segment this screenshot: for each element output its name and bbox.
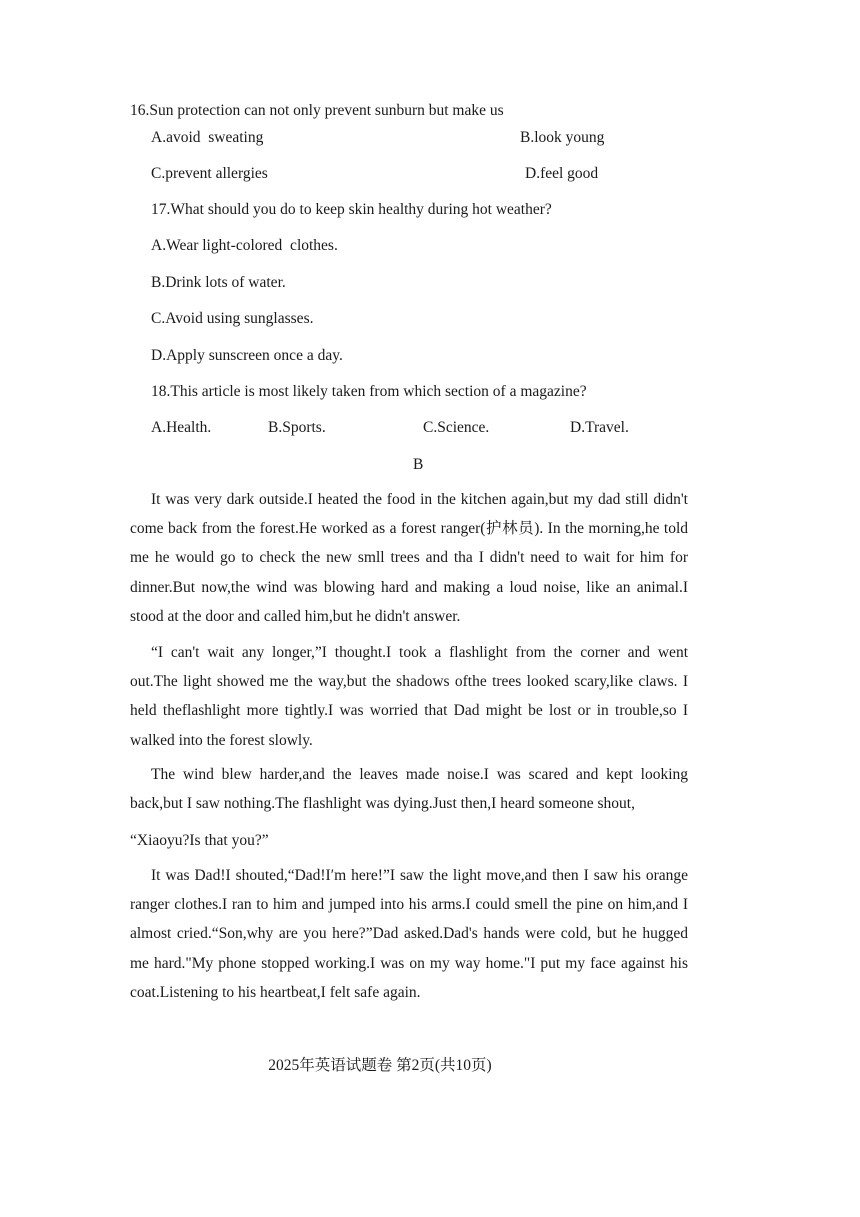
question-16-option-c: C.prevent allergies (151, 165, 268, 182)
passage-paragraph-5 (130, 861, 688, 1007)
paragraph-1-text: It was very dark outside.I heated the food in the kitchen again,but my dad still didn't come back from the forest.He worked as a forest ranger(护林员). In the morning,he told me he would go to check the new smll trees and tha I didn't need to wait for him for dinner.But now,the wind was blowing hard and making a loud noise, like an animal.I stood at the door and called him,but he didn't answer. (130, 491, 688, 625)
question-17-option-d: D.Apply sunscreen once a day. (151, 347, 343, 364)
paragraph-5-text: It was Dad!I shouted,“Dad!I′m here!”I saw the light move,and then I saw his orange ranger clothes.I ran to him and jumped into his arms.I could smell the pine on him,and I almost cried.“Son,why are you here?”Dad asked.Dad's hands were cold, but he hugged me hard."My phone stopped working.I was on my way home."I put my face against his coat.Listening to his heartbeat,I felt safe again. (130, 867, 688, 1001)
paragraph-3-text: The wind blew harder,and the leaves made noise.I was scared and kept looking back,but I saw nothing.The flashlight was dying.Just then,I heard someone shout, (130, 766, 688, 813)
question-18-option-a: A.Health. (151, 419, 212, 436)
question-17-option-b: B.Drink lots of water. (151, 274, 286, 291)
question-16-stem: 16.Sun protection can not only prevent sunburn but make us (130, 102, 504, 119)
question-17-option-c: C.Avoid using sunglasses. (151, 310, 314, 327)
passage-paragraph-1 (130, 485, 688, 631)
passage-paragraph-2 (130, 638, 688, 755)
question-17-option-a: A.Wear light-colored clothes. (151, 237, 338, 254)
question-16-option-b: B.look young (520, 129, 605, 146)
question-16-option-a: A.avoid sweating (151, 129, 264, 146)
question-18-option-d: D.Travel. (570, 419, 629, 436)
passage-paragraph-4: “Xiaoyu?Is that you?” (130, 832, 269, 849)
page-footer: 2025年英语试题卷 第2页(共10页) (268, 1057, 492, 1074)
question-18-option-c: C.Science. (423, 419, 490, 436)
passage-paragraph-3 (130, 760, 688, 818)
question-16-option-d: D.feel good (525, 165, 599, 182)
section-heading: B (413, 456, 424, 473)
question-18-stem: 18.This article is most likely taken from which section of a magazine? (151, 383, 587, 400)
question-18-option-b: B.Sports. (268, 419, 326, 436)
question-17-stem: 17.What should you do to keep skin healthy during hot weather? (151, 201, 552, 218)
paragraph-2-text: “I can't wait any longer,”I thought.I took a flashlight from the corner and went out.The light showed me the way,but the shadows ofthe trees looked scary,like claws. I held theflashlight more tightly.I was worried that Dad might be lost or in trouble,so I walked into the forest slowly. (130, 644, 688, 749)
